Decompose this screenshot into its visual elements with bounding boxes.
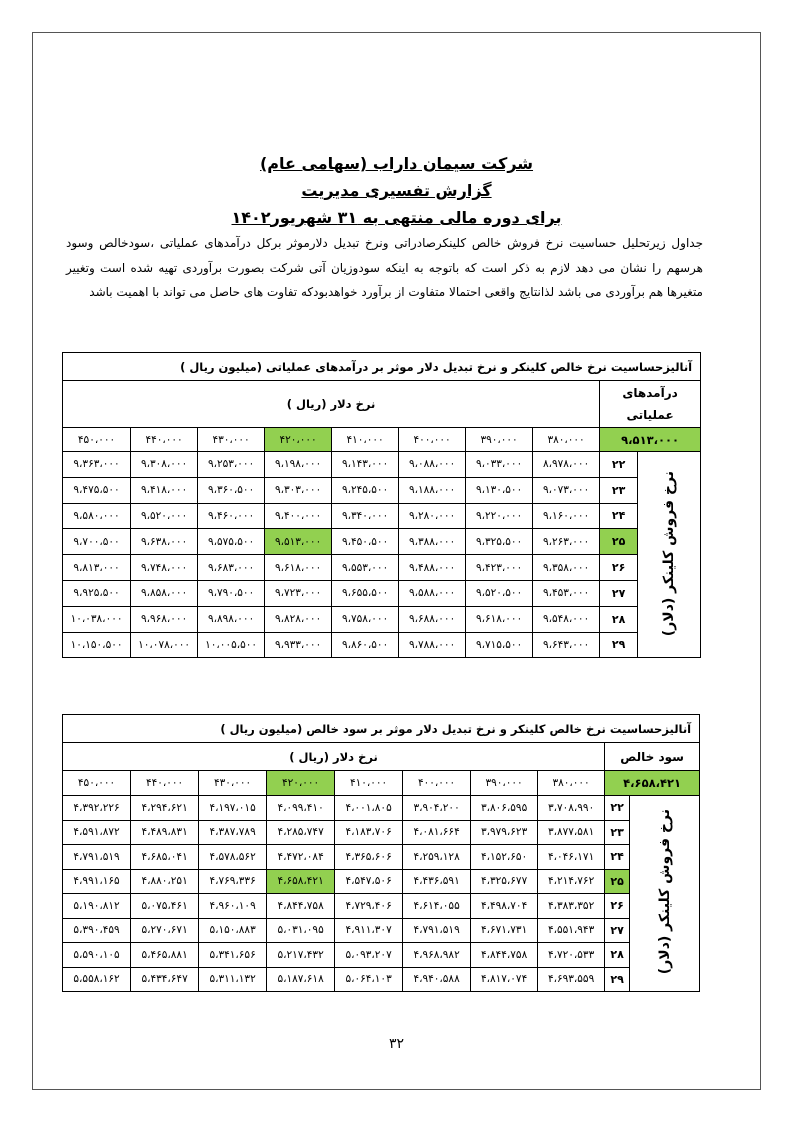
value-cell: ۵،۱۵۰،۸۸۳ bbox=[199, 918, 267, 943]
table-row bbox=[63, 796, 700, 821]
value-cell: ۵،۵۹۰،۱۰۵ bbox=[63, 943, 131, 968]
dollar-rate-column-header: ۴۵۰،۰۰۰ bbox=[63, 428, 131, 452]
value-cell: ۹،۴۷۵،۵۰۰ bbox=[63, 477, 131, 503]
value-cell: ۹،۷۸۸،۰۰۰ bbox=[399, 632, 466, 658]
value-cell: ۳،۸۰۶،۵۹۵ bbox=[471, 796, 538, 821]
clinker-rate-cell: ۲۸ bbox=[605, 943, 630, 968]
value-cell: ۴،۹۶۸،۹۸۲ bbox=[403, 943, 471, 968]
value-cell: ۴،۸۱۷،۰۷۴ bbox=[471, 967, 538, 992]
report-title: گزارش تفسیری مدیریت bbox=[301, 181, 492, 200]
clinker-rate-cell: ۲۳ bbox=[600, 477, 638, 503]
value-cell: ۴،۵۵۱،۹۴۳ bbox=[538, 918, 605, 943]
table-row bbox=[63, 967, 700, 992]
corner-label: درآمدهای عملیاتی bbox=[600, 381, 701, 428]
company-title: شرکت سیمان داراب (سهامی عام) bbox=[259, 154, 534, 173]
value-cell: ۹،۱۸۸،۰۰۰ bbox=[399, 477, 466, 503]
value-cell: ۹،۰۸۸،۰۰۰ bbox=[399, 452, 466, 478]
revenue-sensitivity-table bbox=[62, 352, 701, 658]
value-cell: ۴،۰۹۹،۴۱۰ bbox=[267, 796, 335, 821]
value-cell: ۹،۱۹۸،۰۰۰ bbox=[265, 452, 332, 478]
intro-paragraph: جداول زیرتحلیل حساسیت نرخ فروش خالص کلینکرصادراتی ونرخ تبدیل دلارموثر برکل درآمدهای عملیاتی ،سودخالص وسود هرسهم را نشان می دهد لازم به ذکر است که باتوجه به اینکه سودوزیان آتی شرکت بصورت برآوردی تهیه شده است وتغییر متغیرها هم برآوردی می باشد لذانتایج واقعی احتمالا متفاوت از برآورد خواهدبودکه تفاوت های حاصل می تواند با اهمیت باشد bbox=[66, 236, 703, 299]
value-cell: ۹،۸۱۳،۰۰۰ bbox=[63, 555, 131, 581]
value-cell: ۹،۳۴۰،۰۰۰ bbox=[332, 503, 399, 529]
value-cell: ۹،۴۲۳،۰۰۰ bbox=[466, 555, 533, 581]
value-cell: ۴،۳۸۷،۷۸۹ bbox=[199, 820, 267, 845]
value-cell: ۹،۱۶۰،۰۰۰ bbox=[533, 503, 600, 529]
value-cell: ۹،۳۵۸،۰۰۰ bbox=[533, 555, 600, 581]
table-row bbox=[63, 452, 701, 478]
dollar-rate-column-header: ۳۹۰،۰۰۰ bbox=[466, 428, 533, 452]
value-cell: ۴،۵۴۷،۵۰۶ bbox=[335, 869, 403, 894]
value-cell: ۹،۸۶۰،۵۰۰ bbox=[332, 632, 399, 658]
base-value: ۹،۵۱۳،۰۰۰ bbox=[600, 428, 701, 452]
value-cell: ۴،۶۵۸،۴۲۱ bbox=[267, 869, 335, 894]
value-cell: ۴،۷۲۹،۴۰۶ bbox=[335, 894, 403, 919]
value-cell: ۴،۰۰۱،۸۰۵ bbox=[335, 796, 403, 821]
value-cell: ۹،۳۶۳،۰۰۰ bbox=[63, 452, 131, 478]
table-row bbox=[63, 845, 700, 870]
value-cell: ۹،۶۵۵،۵۰۰ bbox=[332, 580, 399, 606]
value-cell: ۴،۷۹۱،۵۱۹ bbox=[63, 845, 131, 870]
table-row bbox=[63, 477, 701, 503]
value-cell: ۹،۵۸۸،۰۰۰ bbox=[399, 580, 466, 606]
value-cell: ۵،۳۴۱،۶۵۶ bbox=[199, 943, 267, 968]
value-cell: ۱۰،۰۷۸،۰۰۰ bbox=[131, 632, 198, 658]
value-cell: ۹،۰۷۳،۰۰۰ bbox=[533, 477, 600, 503]
table-row bbox=[63, 606, 701, 632]
dollar-rate-column-header: ۴۴۰،۰۰۰ bbox=[131, 428, 198, 452]
value-cell: ۵،۳۹۰،۴۵۹ bbox=[63, 918, 131, 943]
value-cell: ۹،۲۶۳،۰۰۰ bbox=[533, 529, 600, 555]
clinker-rate-cell: ۲۶ bbox=[600, 555, 638, 581]
value-cell: ۹،۲۲۰،۰۰۰ bbox=[466, 503, 533, 529]
value-cell: ۴،۱۵۲،۶۵۰ bbox=[471, 845, 538, 870]
value-cell: ۴،۶۸۵،۰۴۱ bbox=[131, 845, 199, 870]
value-cell: ۹،۵۴۸،۰۰۰ bbox=[533, 606, 600, 632]
value-cell: ۱۰،۰۳۸،۰۰۰ bbox=[63, 606, 131, 632]
value-cell: ۴،۳۲۵،۶۷۷ bbox=[471, 869, 538, 894]
value-cell: ۵،۰۹۳،۲۰۷ bbox=[335, 943, 403, 968]
value-cell: ۹،۵۷۵،۵۰۰ bbox=[198, 529, 265, 555]
value-cell: ۹،۹۶۸،۰۰۰ bbox=[131, 606, 198, 632]
value-cell: ۹،۲۵۳،۰۰۰ bbox=[198, 452, 265, 478]
value-cell: ۴،۷۶۹،۳۳۶ bbox=[199, 869, 267, 894]
value-cell: ۸،۹۷۸،۰۰۰ bbox=[533, 452, 600, 478]
value-cell: ۴،۸۸۰،۲۵۱ bbox=[131, 869, 199, 894]
base-value: ۴،۶۵۸،۴۲۱ bbox=[605, 771, 700, 796]
value-cell: ۴،۴۸۹،۸۳۱ bbox=[131, 820, 199, 845]
value-cell: ۴،۲۸۵،۷۴۷ bbox=[267, 820, 335, 845]
value-cell: ۴،۹۱۱،۳۰۷ bbox=[335, 918, 403, 943]
table-row bbox=[63, 918, 700, 943]
value-cell: ۴،۳۹۲،۲۲۶ bbox=[63, 796, 131, 821]
net-profit-sensitivity-table bbox=[62, 714, 700, 992]
clinker-rate-cell: ۲۷ bbox=[600, 580, 638, 606]
value-cell: ۹،۸۲۸،۰۰۰ bbox=[265, 606, 332, 632]
value-cell: ۹،۳۶۰،۵۰۰ bbox=[198, 477, 265, 503]
value-cell: ۵،۰۶۴،۱۰۳ bbox=[335, 967, 403, 992]
value-cell: ۵،۲۱۷،۴۳۲ bbox=[267, 943, 335, 968]
table-row bbox=[63, 820, 700, 845]
clinker-rate-cell: ۲۵ bbox=[605, 869, 630, 894]
clinker-rate-cell: ۲۳ bbox=[605, 820, 630, 845]
value-cell: ۴،۹۴۰،۵۸۸ bbox=[403, 967, 471, 992]
value-cell: ۹،۳۲۵،۵۰۰ bbox=[466, 529, 533, 555]
value-cell: ۱۰،۰۰۵،۵۰۰ bbox=[198, 632, 265, 658]
dollar-rate-column-header: ۴۳۰،۰۰۰ bbox=[198, 428, 265, 452]
value-cell: ۴،۶۱۴،۰۵۵ bbox=[403, 894, 471, 919]
dollar-rate-column-header: ۳۸۰،۰۰۰ bbox=[533, 428, 600, 452]
table-row bbox=[63, 555, 701, 581]
clinker-rate-label: نرخ فروش کلینکر (دلار) bbox=[630, 796, 700, 992]
value-cell: ۴،۶۹۳،۵۵۹ bbox=[538, 967, 605, 992]
value-cell: ۹،۱۴۳،۰۰۰ bbox=[332, 452, 399, 478]
dollar-rate-column-header: ۴۲۰،۰۰۰ bbox=[265, 428, 332, 452]
table-row bbox=[63, 529, 701, 555]
value-cell: ۵،۴۳۴،۶۴۷ bbox=[131, 967, 199, 992]
table-row bbox=[63, 894, 700, 919]
value-cell: ۹،۵۲۰،۰۰۰ bbox=[131, 503, 198, 529]
value-cell: ۵،۵۵۸،۱۶۲ bbox=[63, 967, 131, 992]
table-row bbox=[63, 943, 700, 968]
corner-label: سود خالص bbox=[605, 743, 700, 771]
value-cell: ۵،۴۶۵،۸۸۱ bbox=[131, 943, 199, 968]
value-cell: ۴،۸۴۴،۷۵۸ bbox=[267, 894, 335, 919]
value-cell: ۹،۶۱۸،۰۰۰ bbox=[265, 555, 332, 581]
value-cell: ۴،۴۷۲،۰۸۴ bbox=[267, 845, 335, 870]
value-cell: ۹،۳۰۳،۰۰۰ bbox=[265, 477, 332, 503]
value-cell: ۴،۲۱۴،۷۶۲ bbox=[538, 869, 605, 894]
dollar-rate-column-header: ۴۴۰،۰۰۰ bbox=[131, 771, 199, 796]
clinker-rate-cell: ۲۴ bbox=[605, 845, 630, 870]
dollar-rate-header: نرخ دلار (ریال ) bbox=[63, 743, 605, 771]
clinker-rate-cell: ۲۷ bbox=[605, 918, 630, 943]
value-cell: ۹،۶۱۸،۰۰۰ bbox=[466, 606, 533, 632]
value-cell: ۴،۹۹۱،۱۶۵ bbox=[63, 869, 131, 894]
dollar-rate-column-header: ۴۲۰،۰۰۰ bbox=[267, 771, 335, 796]
table-row bbox=[63, 632, 701, 658]
value-cell: ۴،۵۹۱،۸۷۲ bbox=[63, 820, 131, 845]
value-cell: ۹،۰۳۳،۰۰۰ bbox=[466, 452, 533, 478]
dollar-rate-column-header: ۳۹۰،۰۰۰ bbox=[471, 771, 538, 796]
clinker-rate-cell: ۲۹ bbox=[600, 632, 638, 658]
value-cell: ۴،۲۵۹،۱۲۸ bbox=[403, 845, 471, 870]
value-cell: ۹،۹۲۵،۵۰۰ bbox=[63, 580, 131, 606]
value-cell: ۴،۲۹۴،۶۲۱ bbox=[131, 796, 199, 821]
value-cell: ۹،۳۰۸،۰۰۰ bbox=[131, 452, 198, 478]
clinker-rate-cell: ۲۸ bbox=[600, 606, 638, 632]
value-cell: ۹،۶۸۳،۰۰۰ bbox=[198, 555, 265, 581]
value-cell: ۴،۳۶۵،۶۰۶ bbox=[335, 845, 403, 870]
value-cell: ۹،۲۴۵،۵۰۰ bbox=[332, 477, 399, 503]
value-cell: ۴،۴۳۶،۵۹۱ bbox=[403, 869, 471, 894]
value-cell: ۴،۹۶۰،۱۰۹ bbox=[199, 894, 267, 919]
value-cell: ۹،۴۵۳،۰۰۰ bbox=[533, 580, 600, 606]
value-cell: ۵،۱۹۰،۸۱۲ bbox=[63, 894, 131, 919]
value-cell: ۹،۴۵۰،۵۰۰ bbox=[332, 529, 399, 555]
dollar-rate-column-header: ۳۸۰،۰۰۰ bbox=[538, 771, 605, 796]
value-cell: ۹،۵۱۳،۰۰۰ bbox=[265, 529, 332, 555]
table-row bbox=[63, 503, 701, 529]
dollar-rate-column-header: ۴۳۰،۰۰۰ bbox=[199, 771, 267, 796]
value-cell: ۴،۳۸۳،۳۵۲ bbox=[538, 894, 605, 919]
value-cell: ۹،۲۸۰،۰۰۰ bbox=[399, 503, 466, 529]
clinker-rate-cell: ۲۹ bbox=[605, 967, 630, 992]
value-cell: ۹،۶۸۸،۰۰۰ bbox=[399, 606, 466, 632]
value-cell: ۵،۳۱۱،۱۳۲ bbox=[199, 967, 267, 992]
value-cell: ۳،۹۰۴،۲۰۰ bbox=[403, 796, 471, 821]
value-cell: ۹،۷۰۰،۵۰۰ bbox=[63, 529, 131, 555]
table-caption: آنالیزحساسیت نرخ خالص کلینکر و نرخ تبدیل دلار موثر بر سود خالص (میلیون ریال ) bbox=[63, 715, 700, 743]
value-cell: ۳،۸۷۷،۵۸۱ bbox=[538, 820, 605, 845]
clinker-rate-cell: ۲۵ bbox=[600, 529, 638, 555]
table-caption: آنالیزحساسیت نرخ خالص کلینکر و نرخ تبدیل دلار موثر بر درآمدهای عملیاتی (میلیون ریال ) bbox=[63, 353, 701, 381]
dollar-rate-header: نرخ دلار (ریال ) bbox=[63, 381, 600, 428]
value-cell: ۹،۷۲۳،۰۰۰ bbox=[265, 580, 332, 606]
value-cell: ۹،۷۴۸،۰۰۰ bbox=[131, 555, 198, 581]
value-cell: ۴،۷۲۰،۵۳۳ bbox=[538, 943, 605, 968]
dollar-rate-column-header: ۴۱۰،۰۰۰ bbox=[335, 771, 403, 796]
value-cell: ۴،۰۴۶،۱۷۱ bbox=[538, 845, 605, 870]
value-cell: ۹،۱۳۰،۵۰۰ bbox=[466, 477, 533, 503]
value-cell: ۱۰،۱۵۰،۵۰۰ bbox=[63, 632, 131, 658]
value-cell: ۹،۴۸۸،۰۰۰ bbox=[399, 555, 466, 581]
value-cell: ۹،۴۱۸،۰۰۰ bbox=[131, 477, 198, 503]
clinker-rate-cell: ۲۶ bbox=[605, 894, 630, 919]
value-cell: ۹،۶۴۳،۰۰۰ bbox=[533, 632, 600, 658]
dollar-rate-column-header: ۴۰۰،۰۰۰ bbox=[403, 771, 471, 796]
clinker-rate-cell: ۲۲ bbox=[600, 452, 638, 478]
value-cell: ۴،۶۷۱،۷۳۱ bbox=[471, 918, 538, 943]
value-cell: ۹،۳۸۸،۰۰۰ bbox=[399, 529, 466, 555]
value-cell: ۹،۴۰۰،۰۰۰ bbox=[265, 503, 332, 529]
dollar-rate-column-header: ۴۰۰،۰۰۰ bbox=[399, 428, 466, 452]
value-cell: ۵،۱۸۷،۶۱۸ bbox=[267, 967, 335, 992]
value-cell: ۹،۵۵۳،۰۰۰ bbox=[332, 555, 399, 581]
value-cell: ۹،۷۹۰،۵۰۰ bbox=[198, 580, 265, 606]
value-cell: ۹،۷۵۸،۰۰۰ bbox=[332, 606, 399, 632]
value-cell: ۹،۵۲۰،۵۰۰ bbox=[466, 580, 533, 606]
clinker-rate-label: نرخ فروش کلینکر (دلار) bbox=[638, 452, 701, 658]
value-cell: ۴،۵۷۸،۵۶۲ bbox=[199, 845, 267, 870]
value-cell: ۴،۱۸۳،۷۰۶ bbox=[335, 820, 403, 845]
value-cell: ۵،۰۳۱،۰۹۵ bbox=[267, 918, 335, 943]
value-cell: ۹،۶۳۸،۰۰۰ bbox=[131, 529, 198, 555]
value-cell: ۹،۴۶۰،۰۰۰ bbox=[198, 503, 265, 529]
value-cell: ۴،۱۹۷،۰۱۵ bbox=[199, 796, 267, 821]
value-cell: ۹،۷۱۵،۵۰۰ bbox=[466, 632, 533, 658]
value-cell: ۴،۷۹۱،۵۱۹ bbox=[403, 918, 471, 943]
clinker-rate-cell: ۲۴ bbox=[600, 503, 638, 529]
value-cell: ۹،۸۵۸،۰۰۰ bbox=[131, 580, 198, 606]
value-cell: ۳،۷۰۸،۹۹۰ bbox=[538, 796, 605, 821]
report-header bbox=[0, 150, 793, 231]
value-cell: ۳،۹۷۹،۶۲۳ bbox=[471, 820, 538, 845]
value-cell: ۴،۸۴۴،۷۵۸ bbox=[471, 943, 538, 968]
table-row bbox=[63, 580, 701, 606]
value-cell: ۵،۰۷۵،۴۶۱ bbox=[131, 894, 199, 919]
page-number: ۳۲ bbox=[388, 1036, 405, 1052]
clinker-rate-cell: ۲۲ bbox=[605, 796, 630, 821]
dollar-rate-column-header: ۴۵۰،۰۰۰ bbox=[63, 771, 131, 796]
value-cell: ۴،۰۸۱،۶۶۴ bbox=[403, 820, 471, 845]
dollar-rate-column-header: ۴۱۰،۰۰۰ bbox=[332, 428, 399, 452]
table-row bbox=[63, 869, 700, 894]
value-cell: ۹،۵۸۰،۰۰۰ bbox=[63, 503, 131, 529]
value-cell: ۹،۹۳۳،۰۰۰ bbox=[265, 632, 332, 658]
value-cell: ۴،۴۹۸،۷۰۴ bbox=[471, 894, 538, 919]
value-cell: ۹،۸۹۸،۰۰۰ bbox=[198, 606, 265, 632]
value-cell: ۵،۲۷۰،۶۷۱ bbox=[131, 918, 199, 943]
period-title: برای دوره مالی منتهی به ۳۱ شهریور۱۴۰۲ bbox=[231, 208, 562, 227]
